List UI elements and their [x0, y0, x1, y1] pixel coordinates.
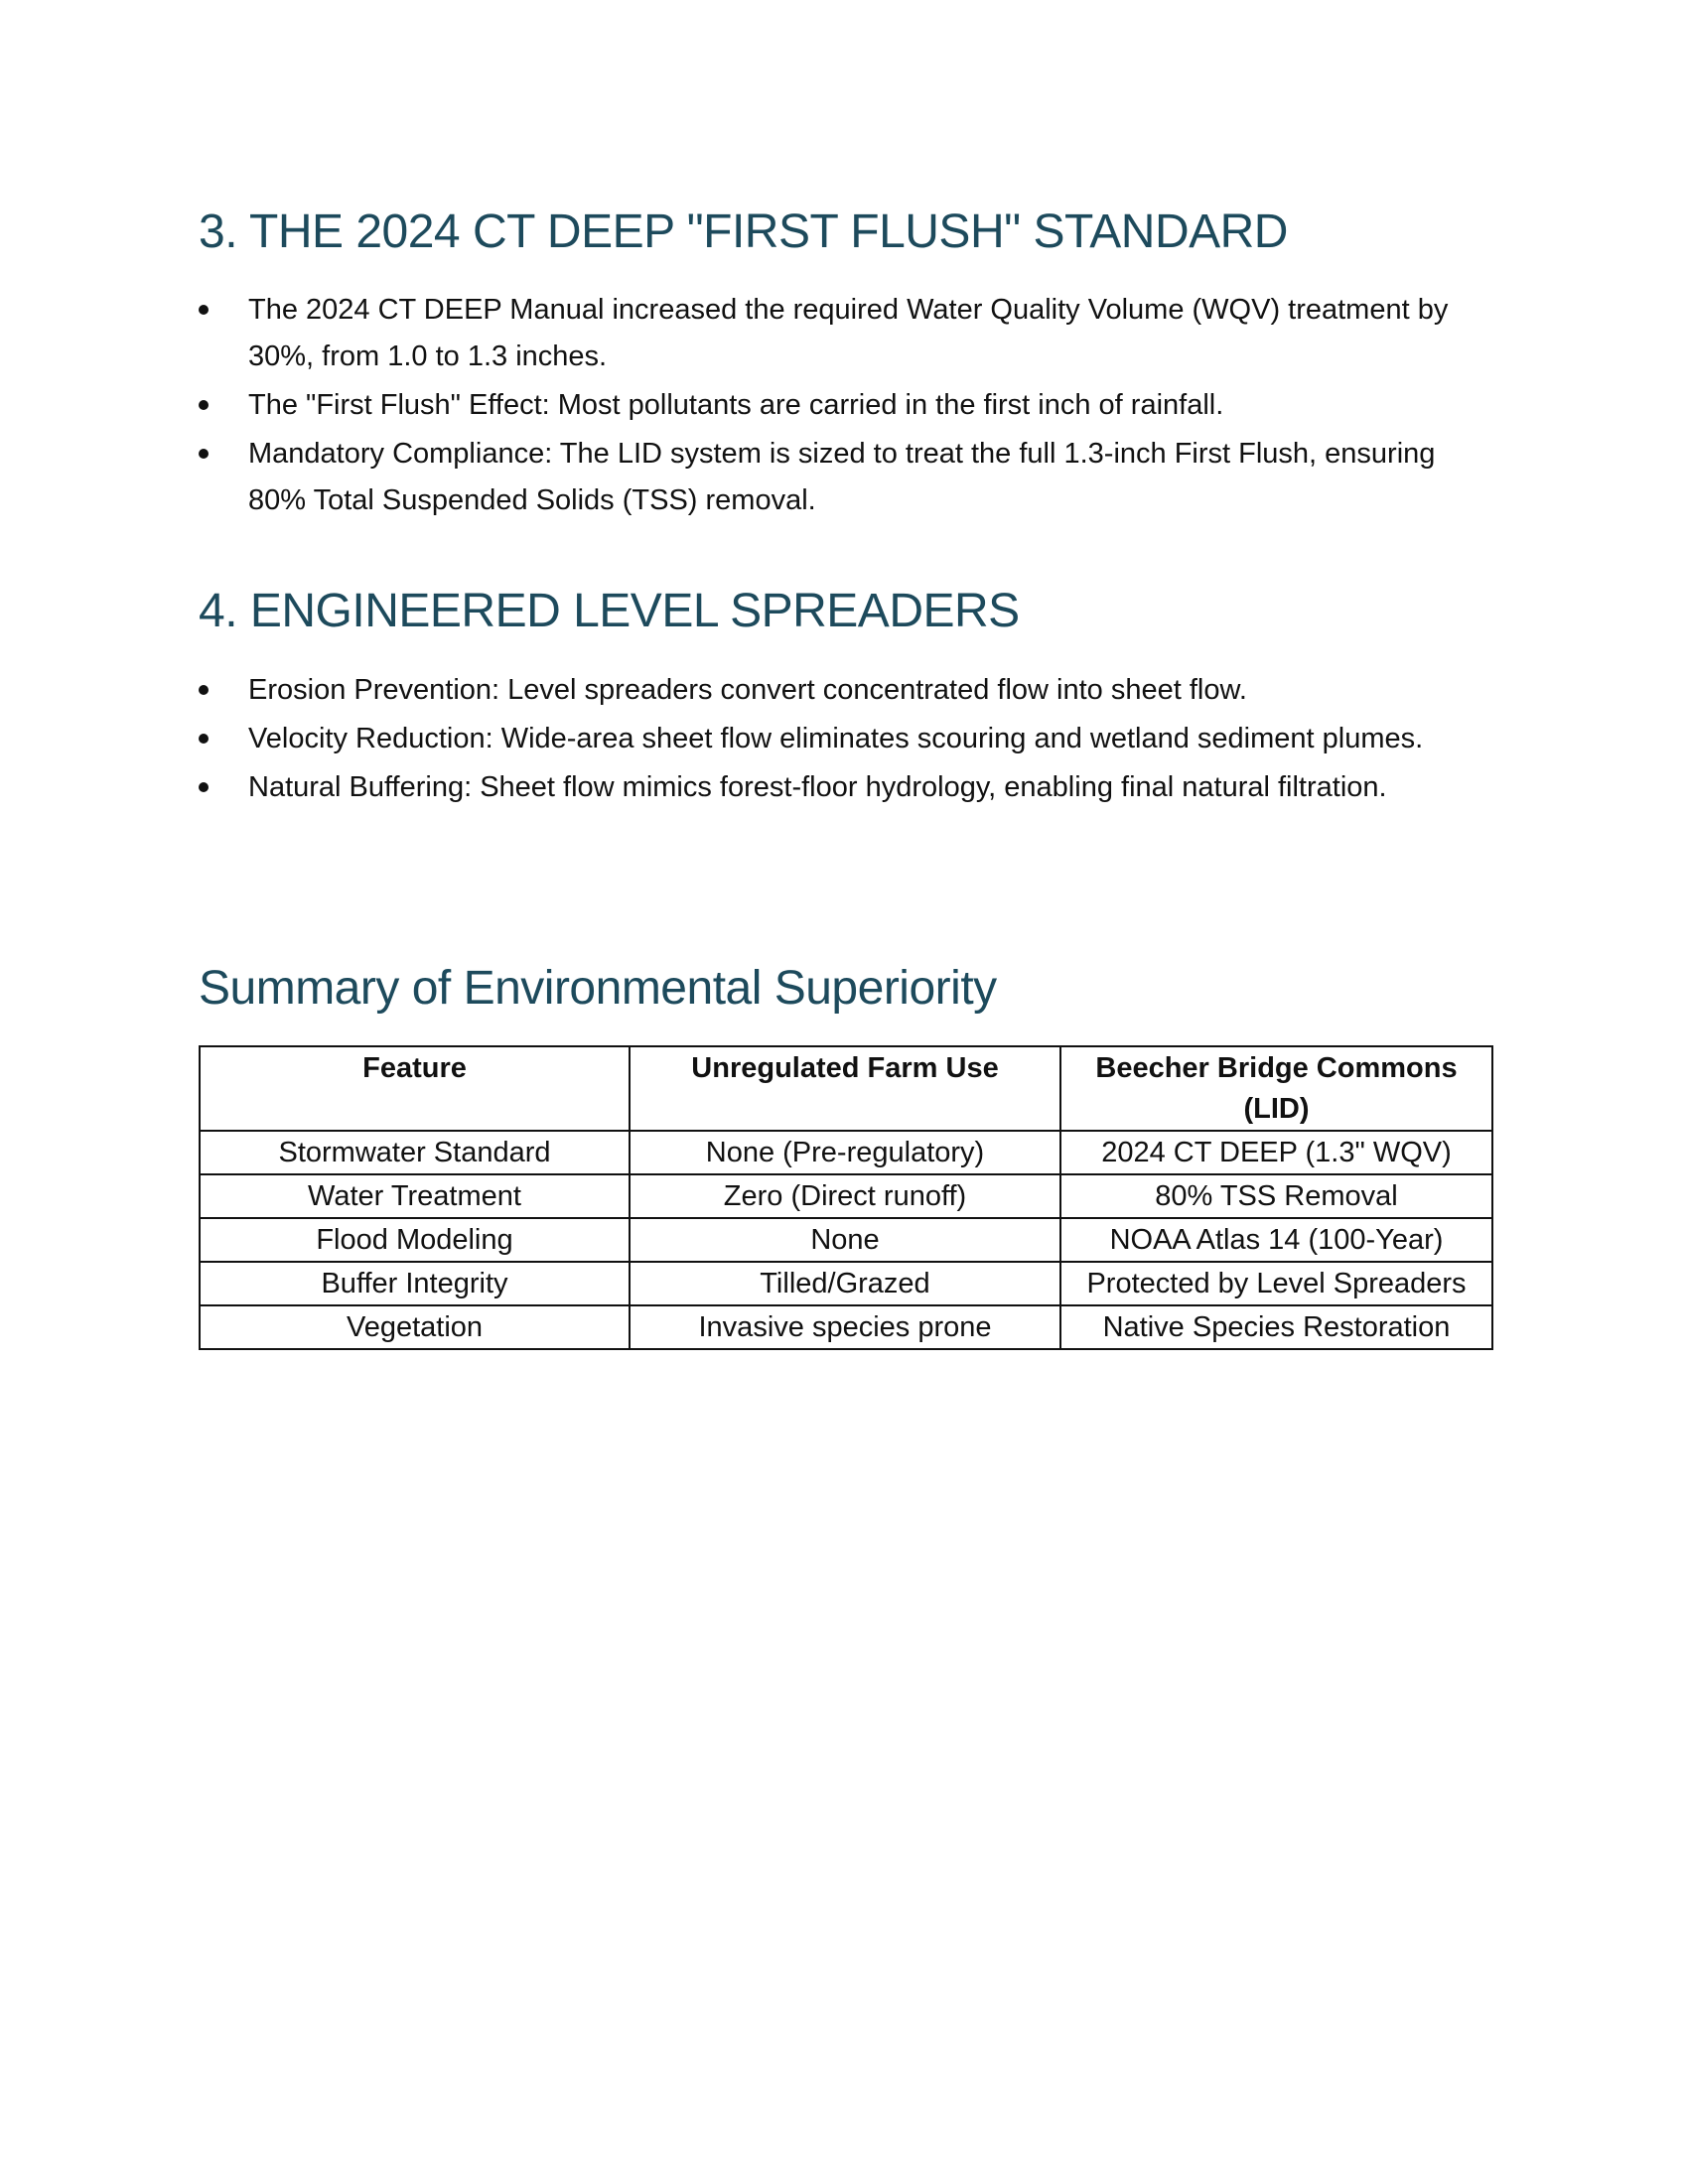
section-4-bullet-list — [199, 667, 1499, 813]
table-cell: Protected by Level Spreaders — [1060, 1262, 1492, 1305]
section-3-heading: 3. THE 2024 CT DEEP "FIRST FLUSH" STANDARD — [199, 205, 1288, 258]
bullet-text: The "First Flush" Effect: Most pollutants are carried in the first inch of rainfall. — [248, 389, 1224, 421]
list-item — [199, 667, 1499, 714]
table-cell: NOAA Atlas 14 (100-Year) — [1060, 1218, 1492, 1262]
summary-heading: Summary of Environmental Superiority — [199, 962, 997, 1015]
table-cell: None (Pre-regulatory) — [630, 1131, 1060, 1174]
bullet-icon — [199, 449, 209, 459]
bullet-icon — [199, 734, 209, 744]
section-4-heading: 4. ENGINEERED LEVEL SPREADERS — [199, 585, 1020, 637]
column-header-feature: Feature — [200, 1046, 630, 1131]
table-row — [200, 1262, 1492, 1305]
table-cell: Invasive species prone — [630, 1305, 1060, 1349]
bullet-icon — [199, 685, 209, 695]
list-item — [199, 287, 1499, 380]
table-header-row — [200, 1046, 1492, 1131]
table-cell: Water Treatment — [200, 1174, 630, 1218]
bullet-text: Mandatory Compliance: The LID system is sized to treat the full 1.3-inch First Flush, ensuring 80% Total Suspended Solids (TSS) removal. — [248, 438, 1436, 516]
table-cell: Flood Modeling — [200, 1218, 630, 1262]
bullet-icon — [199, 305, 209, 315]
table-row — [200, 1174, 1492, 1218]
summary-table — [199, 1045, 1493, 1350]
table-row — [200, 1131, 1492, 1174]
table-cell: Stormwater Standard — [200, 1131, 630, 1174]
table-cell: 80% TSS Removal — [1060, 1174, 1492, 1218]
list-item — [199, 764, 1499, 811]
bullet-text: Erosion Prevention: Level spreaders convert concentrated flow into sheet flow. — [248, 674, 1247, 706]
table-row — [200, 1305, 1492, 1349]
table-cell: Tilled/Grazed — [630, 1262, 1060, 1305]
table-cell: Vegetation — [200, 1305, 630, 1349]
list-item — [199, 431, 1499, 524]
table-row — [200, 1218, 1492, 1262]
column-header-beecher: Beecher Bridge Commons (LID) — [1060, 1046, 1492, 1131]
list-item — [199, 382, 1499, 429]
list-item — [199, 716, 1499, 762]
table-cell: Zero (Direct runoff) — [630, 1174, 1060, 1218]
table-cell: None — [630, 1218, 1060, 1262]
bullet-icon — [199, 782, 209, 792]
table-cell: 2024 CT DEEP (1.3" WQV) — [1060, 1131, 1492, 1174]
bullet-text: The 2024 CT DEEP Manual increased the required Water Quality Volume (WQV) treatment by 30%, from 1.0 to 1.3 inches. — [248, 294, 1449, 372]
section-3-bullet-list — [199, 287, 1499, 526]
bullet-text: Natural Buffering: Sheet flow mimics forest-floor hydrology, enabling final natural filtration. — [248, 771, 1387, 803]
table-cell: Native Species Restoration — [1060, 1305, 1492, 1349]
table-cell: Buffer Integrity — [200, 1262, 630, 1305]
bullet-text: Velocity Reduction: Wide-area sheet flow eliminates scouring and wetland sediment plumes. — [248, 723, 1424, 754]
column-header-unregulated: Unregulated Farm Use — [630, 1046, 1060, 1131]
bullet-icon — [199, 400, 209, 410]
